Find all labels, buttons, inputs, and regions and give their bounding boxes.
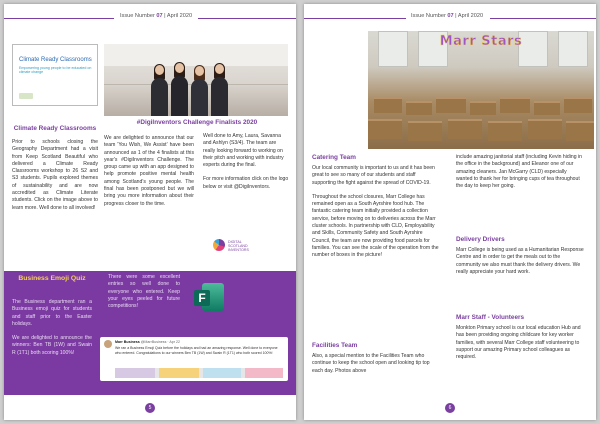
delivery-drivers-heading: Delivery Drivers (456, 236, 505, 243)
emoji-quiz-winners: We are delighted to announce the winners: Ben TB (1W) and Swain R (1T1) both scoring 100%! (12, 335, 92, 356)
catering-team-article (312, 154, 440, 260)
catering-team-heading: Catering Team (312, 154, 356, 161)
marr-stars-title: Marr Stars (439, 34, 523, 49)
slide-subtitle: Empowering young people to be educated on climate change (19, 66, 92, 75)
marr-business-tweet[interactable] (100, 337, 288, 381)
issue-separator: | (162, 13, 167, 19)
page-header (304, 11, 596, 23)
issue-date: April 2020 (166, 13, 193, 19)
issue-date: April 2020 (457, 13, 484, 19)
facilities-team-article (312, 342, 440, 375)
newsletter-page-right (304, 4, 596, 420)
tweet-image-strip (115, 368, 283, 378)
digi-inventors-team-photo (104, 44, 288, 116)
header-rule (490, 18, 596, 19)
microsoft-forms-icon: F (194, 283, 224, 313)
issue-number: 07 (447, 13, 454, 19)
climate-ready-slide-image[interactable] (12, 44, 98, 106)
business-emoji-quiz-panel (4, 271, 296, 395)
catering-body: Throughout the school closures, Marr College has remained open as a South Ayrshire food hub. The fantastic catering team initially provided a collection service, before moving on to deliveries across the Marr cluster schools. In partnership with CLD, Employability and Skills, Community Safety and South Ayrshire Council, the team are now providing food parcels for families. You can see the scale of the operation from the number of boxes in the picture! (312, 193, 439, 259)
marr-staff-volunteers-article (456, 314, 584, 361)
emoji-quiz-intro: The Business department ran a Business emoji quiz for students and staff prior to the Easter holidays. (12, 299, 92, 327)
slide-title: Climate Ready Classrooms (19, 57, 92, 63)
digi-logo-text: DIGITAL SCOTLAND INVENTORS (228, 240, 249, 252)
facilities-article-continued (456, 154, 584, 190)
digi-inventors-logo-icon (213, 239, 225, 251)
tweet-text: We ran a Business Emoji Quiz before the holidays and had an amazing response. Well done to everyone who entered. Congratulations to our winners Ben TB (1W) and Swain R (1T1) who both scored 100%! (115, 346, 278, 355)
delivery-drivers-article (456, 236, 584, 276)
digi-inventors-article-continued (203, 133, 289, 191)
newsletter-page-left (4, 4, 296, 420)
emoji-quiz-text (12, 299, 92, 357)
keep-scotland-beautiful-logo (19, 93, 33, 99)
issue-label: Issue Number (120, 13, 155, 19)
digi-inventors-heading: #DigiInventors Challenge Finalists 2020 (136, 119, 258, 126)
page-number: 6 (445, 403, 455, 413)
digi-inventors-congrats: Well done to Amy, Laura, Savanna and Ashlyn (S3/4). The team are really looking forward to working on their pitch and working with industry experts during the final. (203, 133, 284, 169)
page-number: 5 (145, 403, 155, 413)
header-rule (304, 18, 406, 19)
marr-staff-volunteers-body: Monkton Primary school is our local education Hub and has been providing ongoing childcare for key worker families, with several Marr College staff volunteering to support our amazing Primary school colleagues as required. (456, 325, 581, 361)
issue-separator: | (453, 13, 458, 19)
climate-ready-article (12, 125, 98, 212)
facilities-team-heading: Facilities Team (312, 342, 358, 349)
page-header (4, 11, 296, 23)
issue-label: Issue Number (411, 13, 446, 19)
facilities-continued-text: include amazing janitorial staff (including Kevin hiding in the office in the background) and Eleanor one of our amazing cleaners. Jan McGarry (CLD) especially wanted to thank her for bringing cups of tea throughout the day to keep her going. (456, 154, 582, 190)
climate-ready-body: Prior to schools closing the Geography Department had a visit from Keep Scotland Beautiful who delivered a Climate Ready Classrooms workshop to 26 S2 and S3 students. Pupils explored themes of sustainability and are now accredited as Climate Literate students. Click on the image above to learn more. Well done to all involved! (12, 139, 98, 211)
emoji-quiz-entries: There were some excellent entries so well done to everyone who entered. Keep your eyes peeled for future competitions! (108, 274, 180, 310)
digital-scotland-inventors-logo[interactable] (213, 238, 273, 252)
catering-intro: Our local community is important to us and it has been great to see so many of our students and staff supporting the fight against the spread of COVID-19. (312, 165, 435, 186)
climate-ready-heading: Climate Ready Classrooms (13, 125, 97, 132)
tweet-author: Marr Business @MarrBusiness · Apr 22 (115, 340, 180, 344)
business-emoji-quiz-heading: Business Emoji Quiz (18, 275, 86, 282)
digi-inventors-body: We are delighted to announce that our team 'You Wish, We Assist' have been announced as 1 of the 4 finalists at this year's #DigiInventors Challenge. The group came up with an app designed to help promote positive mental health among Scotland's young people. The final has been postponed but we will bring you more information about their progress closer to the time. (104, 135, 194, 207)
marr-staff-volunteers-heading: Marr Staff - Volunteers (456, 314, 525, 321)
avatar (104, 340, 112, 348)
delivery-drivers-body: Marr College is being used as a Humanitarian Response Centre and in order to get the meals out to the community we also must thank the delivery drivers. We really appreciate your hard work. (456, 247, 584, 275)
issue-line (120, 13, 192, 19)
header-rule (198, 18, 296, 19)
issue-number: 07 (156, 13, 163, 19)
digi-inventors-more-info: For more information click on the logo below or visit @DigiInventors. (203, 176, 289, 190)
issue-line (411, 13, 483, 19)
header-rule (4, 18, 114, 19)
facilities-body: Also, a special mention to the Facilities Team who continue to keep the school open and looking tip top each day. Photos above (312, 353, 430, 374)
